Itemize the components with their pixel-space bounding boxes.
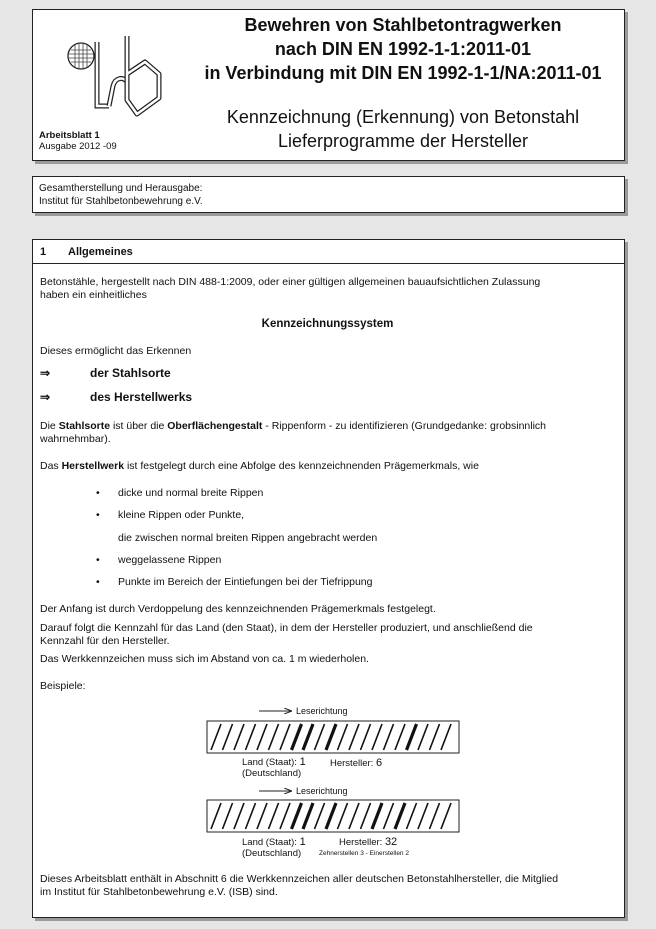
section-heading bbox=[33, 240, 624, 264]
examples-label: Beispiele: bbox=[40, 680, 86, 692]
bullet-icon: • bbox=[96, 554, 100, 566]
manufacturer-value: 6 bbox=[375, 757, 383, 769]
rebar-rib bbox=[384, 803, 394, 829]
text-run: Die bbox=[40, 420, 59, 432]
rebar-rib bbox=[441, 724, 451, 750]
rebar-rib bbox=[315, 803, 325, 829]
reading-direction-label: Leserichtung bbox=[296, 706, 348, 716]
rebar-rib bbox=[234, 724, 244, 750]
rebar-rib bbox=[269, 803, 279, 829]
bullet-item bbox=[96, 576, 606, 589]
rebar-rib bbox=[326, 724, 336, 750]
paragraph-darauf-line-1: Darauf folgt die Kennzahl für das Land (den Staat), in dem der Hersteller produziert, und anschließend die bbox=[40, 622, 533, 634]
digit-note: Zehnerstellen 3 - Einerstellen 2 bbox=[319, 850, 409, 857]
subtitle-line-1: Kennzeichnung (Erkennung) von Betonstahl bbox=[226, 107, 580, 127]
land-value: 1 bbox=[299, 836, 306, 848]
arrow-item-2-label: des Herstellwerks bbox=[90, 390, 193, 404]
rebar-rib bbox=[395, 724, 405, 750]
land-label: Land (Staat): bbox=[242, 837, 297, 848]
rebar-rib bbox=[418, 724, 428, 750]
closing-line-2: im Institut für Stahlbetonbewehrung e.V. (ISB) sind. bbox=[40, 886, 278, 898]
bullet-text: Punkte im Bereich der Eintiefungen bei der Tiefrippung bbox=[118, 576, 373, 588]
rebar-rib bbox=[315, 724, 325, 750]
paragraph-stahlsorte-line-2: wahrnehmbar). bbox=[40, 433, 111, 445]
rebar-rib bbox=[407, 724, 417, 750]
bullet-icon: • bbox=[96, 509, 100, 521]
section-number: 1 bbox=[40, 246, 47, 258]
rebar-rib bbox=[338, 724, 348, 750]
reading-direction-label: Leserichtung bbox=[296, 786, 348, 796]
enables-text: Dieses ermöglicht das Erkennen bbox=[40, 345, 192, 357]
arrow-item-1 bbox=[40, 367, 171, 380]
example-1-manufacturer bbox=[330, 757, 382, 770]
rebar-rib bbox=[338, 803, 348, 829]
text-run-bold: Oberflächengestalt bbox=[167, 420, 263, 432]
text-run-bold: Herstellwerk bbox=[61, 460, 125, 472]
header-box bbox=[32, 9, 625, 161]
rebar-rib bbox=[280, 724, 290, 750]
paragraph-anfang: Der Anfang ist durch Verdoppelung des kennzeichnenden Prägemerkmals festgelegt. bbox=[40, 603, 436, 615]
bullet-item bbox=[96, 554, 606, 567]
bullet-text: dicke und normal breite Rippen bbox=[118, 487, 264, 499]
paragraph-darauf-line-2: Kennzahl für den Hersteller. bbox=[40, 635, 170, 647]
country-name: (Deutschland) bbox=[242, 848, 302, 859]
land-value: 1 bbox=[299, 756, 306, 768]
title-line-1: Bewehren von Stahlbetontragwerken bbox=[244, 15, 562, 35]
bullet-icon: • bbox=[96, 576, 100, 588]
text-run-bold: Stahlsorte bbox=[58, 420, 111, 432]
rebar-rib bbox=[223, 803, 233, 829]
rebar-rib bbox=[223, 724, 233, 750]
rebar-rib bbox=[349, 724, 359, 750]
subtitle-line-2: Lieferprogramme der Hersteller bbox=[277, 131, 529, 151]
text-run: Das bbox=[40, 460, 62, 472]
rebar-rib bbox=[257, 803, 267, 829]
section-title: Allgemeines bbox=[68, 246, 133, 258]
land-label: Land (Staat): bbox=[242, 757, 297, 768]
rebar-diagram-2 bbox=[207, 800, 459, 832]
sheet-info bbox=[39, 130, 117, 152]
arrow-icon: ⇒ bbox=[40, 366, 51, 380]
rebar-rib bbox=[257, 724, 267, 750]
intro-line-1: Betonstähle, hergestellt nach DIN 488-1:2009, oder einer gültigen allgemeinen bauaufsichtlichen Zulassung bbox=[40, 276, 541, 288]
text-run: - Rippenform - zu identifizieren (Grundgedanke: grobsinnlich bbox=[262, 420, 547, 432]
rebar-rib bbox=[234, 803, 244, 829]
publisher-line-2: Institut für Stahlbetonbewehrung e.V. bbox=[39, 196, 203, 207]
rebar-rib bbox=[292, 803, 302, 829]
rebar-rib bbox=[372, 803, 382, 829]
arrow-icon: ⇒ bbox=[40, 390, 51, 404]
rebar-rib bbox=[441, 803, 451, 829]
bullet-icon: • bbox=[96, 487, 100, 499]
example-2-country bbox=[242, 837, 306, 859]
paragraph-werk: Das Werkkennzeichen muss sich im Abstand von ca. 1 m wiederholen. bbox=[40, 653, 369, 665]
bullet-item bbox=[96, 487, 606, 500]
bullet-text: kleine Rippen oder Punkte, bbox=[118, 509, 245, 521]
document-subtitle bbox=[183, 105, 623, 153]
example-1-country bbox=[242, 757, 306, 779]
rebar-rib bbox=[349, 803, 359, 829]
section-box bbox=[32, 239, 625, 918]
rebar-rib bbox=[246, 803, 256, 829]
rebar-rib bbox=[384, 724, 394, 750]
publisher-box bbox=[32, 176, 625, 213]
arrow-item-1-label: der Stahlsorte bbox=[90, 366, 171, 380]
bullet-text: weggelassene Rippen bbox=[118, 554, 222, 566]
rebar-rib bbox=[211, 724, 221, 750]
rebar-rib bbox=[246, 724, 256, 750]
rebar-rib bbox=[361, 724, 371, 750]
rebar-rib bbox=[303, 724, 313, 750]
manufacturer-label: Hersteller: bbox=[339, 837, 383, 848]
text-run: ist über die bbox=[110, 420, 168, 432]
rebar-rib bbox=[407, 803, 417, 829]
example-2-manufacturer bbox=[319, 836, 409, 859]
title-line-2: nach DIN EN 1992-1-1:2011-01 bbox=[274, 39, 532, 59]
rebar-rib bbox=[326, 803, 336, 829]
rebar-rib bbox=[280, 803, 290, 829]
system-heading: Kennzeichnungssystem bbox=[261, 318, 394, 330]
publisher-line-1: Gesamtherstellung und Herausgabe: bbox=[39, 183, 203, 194]
manufacturer-value: 32 bbox=[384, 836, 398, 848]
text-run: ist festgelegt durch eine Abfolge des kennzeichnenden Prägemerkmals, wie bbox=[124, 460, 479, 472]
rebar-rib bbox=[211, 803, 221, 829]
closing-line-1: Dieses Arbeitsblatt enthält in Abschnitt 6 die Werkkennzeichen aller deutschen Betonstahlhersteller, die Mitglied bbox=[40, 873, 559, 885]
rebar-rib bbox=[269, 724, 279, 750]
bullet-item bbox=[96, 509, 606, 522]
document-title bbox=[183, 13, 623, 85]
rebar-rib bbox=[372, 724, 382, 750]
manufacturer-label: Hersteller: bbox=[330, 758, 374, 769]
rebar-rib bbox=[292, 724, 302, 750]
rebar-rib bbox=[430, 803, 440, 829]
intro-line-2: haben ein einheitliches bbox=[40, 289, 147, 301]
rebar-diagram-1 bbox=[207, 721, 459, 753]
rebar-rib bbox=[361, 803, 371, 829]
rebar-rib bbox=[303, 803, 313, 829]
paragraph-stahlsorte bbox=[40, 420, 615, 433]
rebar-rib bbox=[395, 803, 405, 829]
rebar-rib bbox=[430, 724, 440, 750]
title-line-3: in Verbindung mit DIN EN 1992-1-1/NA:2011-01 bbox=[204, 63, 602, 83]
arrow-item-2 bbox=[40, 391, 192, 404]
sheet-label: Arbeitsblatt 1 bbox=[39, 130, 100, 141]
bullet-continuation: die zwischen normal breiten Rippen angebracht werden bbox=[118, 532, 378, 544]
isb-logo bbox=[65, 28, 165, 123]
rebar-rib bbox=[418, 803, 428, 829]
edition: Ausgabe 2012 -09 bbox=[39, 141, 117, 152]
country-name: (Deutschland) bbox=[242, 768, 302, 779]
paragraph-herstellwerk bbox=[40, 460, 615, 473]
